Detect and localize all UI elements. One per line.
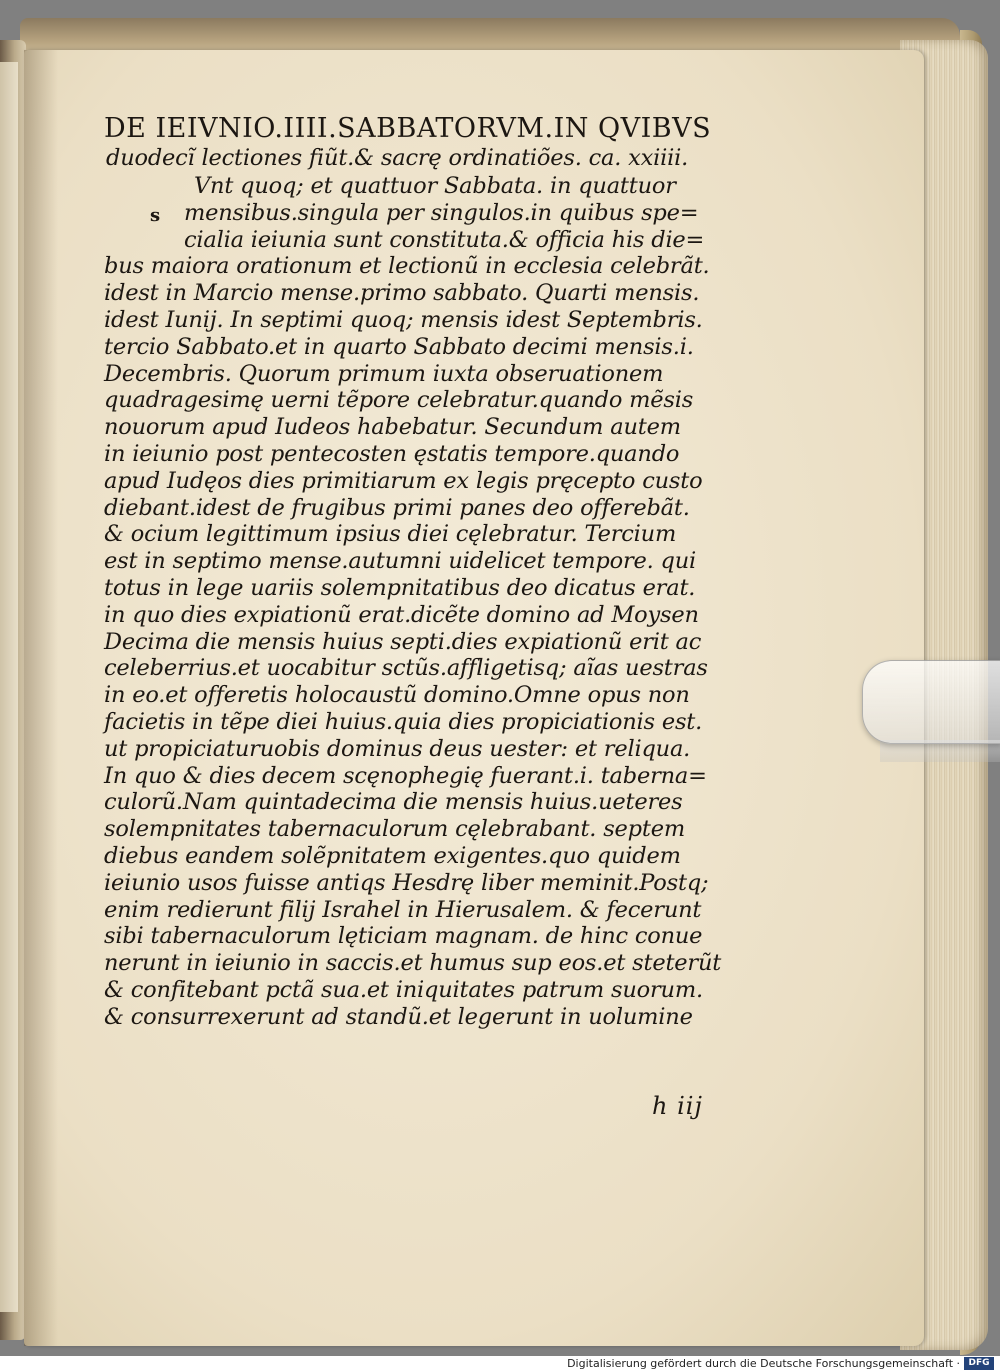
body-line: in eo.et offeretis holocaustũ domino.Omne opus non	[104, 682, 690, 709]
signature-mark: h iij	[652, 1092, 703, 1120]
body-line: bus maiora orationum et lectionũ in ecclesia celebrãt.	[104, 253, 710, 280]
body-line: sibi tabernaculorum lęticiam magnam. de hinc conue	[104, 923, 703, 950]
body-line: enim redierunt filij Israhel in Hierusalem. & fecerunt	[104, 896, 702, 923]
funding-credit: Digitalisierung gefördert durch die Deutsche Forschungsgemeinschaft ·	[567, 1357, 960, 1370]
body-line: diebant.idest de frugibus primi panes deo offerebãt.	[104, 494, 690, 521]
body-line: cialia ieiunia sunt constituta.& officia his die=	[184, 226, 705, 253]
footer-bar	[0, 1356, 1000, 1371]
body-line: diebus eandem solẽpnitatem exigentes.quo quidem	[104, 842, 681, 869]
left-facing-page-edge	[0, 62, 18, 1312]
body-line: idest in Marcio mense.primo sabbato. Quarti mensis.	[104, 280, 700, 307]
body-line: tercio Sabbato.et in quarto Sabbato decimi mensis.i.	[104, 333, 694, 360]
body-line: facietis in tẽpe diei huius.quia dies propiciationis est.	[104, 708, 703, 735]
body-line: totus in lege uariis solempnitatibus deo dicatus erat.	[104, 574, 696, 601]
chapter-subheading: duodecĩ lectiones fiũt.& sacrę ordinatiões. ca. xxiiii.	[106, 145, 689, 171]
dfg-logo: DFG	[964, 1357, 994, 1370]
body-line: solempnitates tabernaculorum cęlebrabant. septem	[104, 816, 685, 843]
gutter-shadow	[24, 50, 58, 1346]
body-line: nouorum apud Iudeos habebatur. Secundum autem	[104, 414, 681, 441]
body-line: mensibus.singula per singulos.in quibus spe=	[184, 199, 699, 226]
body-line: Decima die mensis huius septi.dies expiationũ erit ac	[104, 628, 702, 655]
body-line: apud Iudęos dies primitiarum ex legis pręcepto custo	[104, 467, 703, 494]
chapter-heading: DE IEIVNIO.IIII.SABBATORVM.IN QVIBVS	[104, 113, 712, 144]
body-line: idest Iunij. In septimi quoq; mensis idest Septembris.	[104, 306, 703, 333]
body-line: Decembris. Quorum primum iuxta obseruationem	[104, 360, 664, 387]
page-text	[104, 113, 744, 1031]
body-line: in ieiunio post pentecosten ęstatis tempore.quando	[104, 440, 680, 467]
body-line: ieiunio usos fuisse antiqs Hesdrę liber meminit.Postq;	[104, 869, 709, 896]
guide-letter: s	[150, 205, 161, 226]
body-line: & consurrexerunt ad standũ.et legerunt in uolumine	[104, 1003, 693, 1030]
body-line: Vnt quoq; et quattuor Sabbata. in quattuor	[194, 172, 676, 199]
body-line: nerunt in ieiunio in saccis.et humus sup eos.et steterũt	[104, 950, 722, 977]
body-line: in quo dies expiationũ erat.dicẽte domino ad Moysen	[104, 601, 699, 628]
body-line: est in septimo mense.autumni uidelicet tempore. qui	[104, 548, 697, 575]
body-line: quadragesimę uerni tẽpore celebratur.quando mẽsis	[104, 387, 694, 414]
body-line: In quo & dies decem scęnophegię fuerant.i. taberna=	[104, 762, 707, 789]
body-line: culorũ.Nam quintadecima die mensis huius.ueteres	[104, 789, 683, 816]
bookmark-strip	[862, 660, 1000, 744]
body-line: ut propiciaturuobis dominus deus uester: et reliqua.	[104, 735, 691, 762]
body-line: & ocium legittimum ipsius diei cęlebratur. Tercium	[104, 521, 677, 548]
body-line: celeberrius.et uocabitur sctũs.affligetisq; aĩas uestras	[104, 655, 708, 682]
body-line: & confitebant pctã sua.et iniquitates patrum suorum.	[104, 976, 703, 1003]
